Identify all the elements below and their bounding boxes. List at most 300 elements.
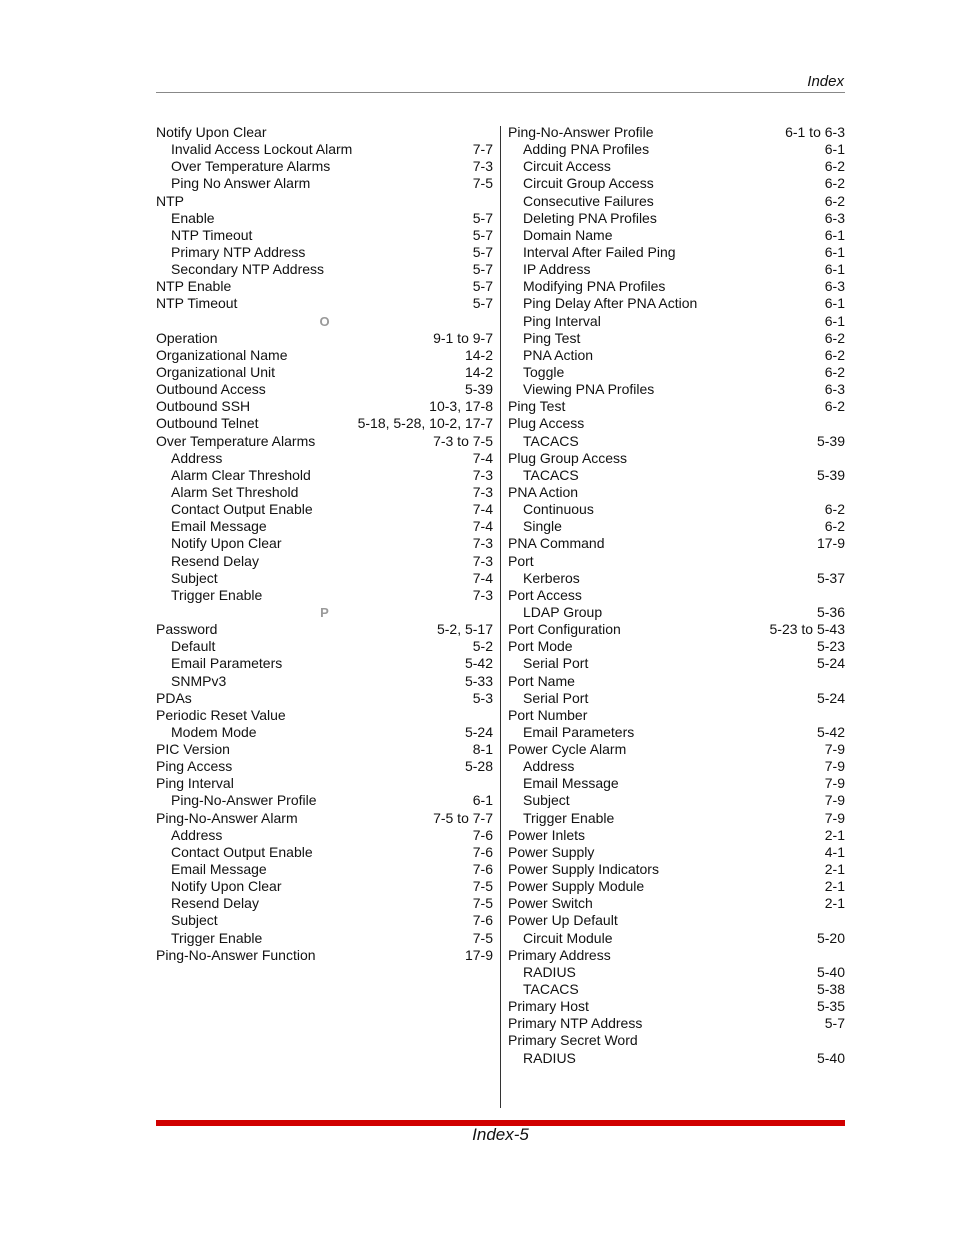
index-subentry [508,758,845,775]
index-term: Single [523,518,562,535]
index-term: Ping Test [508,398,566,415]
index-page-ref: 6-2 [824,175,845,192]
index-subentry [156,450,493,467]
index-page-ref: 6-3 [824,209,845,226]
index-page-ref: 6-2 [824,398,845,415]
index-page-ref: 6-3 [824,381,845,398]
index-entry [508,878,845,895]
index-page-ref: 7-3 [472,466,493,483]
index-entry [156,758,493,775]
index-term: Ping Interval [156,775,234,792]
index-term: Power Supply Indicators [508,861,659,878]
index-term: Notify Upon Clear [156,124,267,140]
index-page-ref: 9-1 to 9-7 [433,329,493,346]
index-page-ref: 7-5 to 7-7 [433,809,493,826]
index-term: Circuit Module [523,929,613,946]
index-page-ref: 6-1 [824,141,845,158]
index-subentry [508,981,845,998]
index-page-ref: 5-7 [472,243,493,260]
index-entry [508,484,845,501]
index-term: Trigger Enable [523,809,615,826]
index-term: Port Name [508,672,575,689]
index-page-ref: 5-7 [824,1015,845,1032]
index-page-ref: 5-40 [816,1049,845,1066]
index-term: Alarm Clear Threshold [171,466,311,483]
index-subentry [156,467,493,484]
index-entry [508,827,845,844]
index-subentry [156,827,493,844]
index-term: Ping Interval [523,312,601,329]
index-page-ref: 7-3 [472,552,493,569]
index-term: Email Parameters [171,655,283,672]
index-page-ref: 7-5 [472,878,493,895]
index-page-ref: 5-7 [472,209,493,226]
index-term: Resend Delay [171,552,259,569]
index-page-ref: 7-4 [472,569,493,586]
index-term: Resend Delay [171,895,259,912]
index-entry [156,295,493,312]
index-entry [508,844,845,861]
index-term: Interval After Failed Ping [523,243,676,260]
index-page-ref: 6-1 to 6-3 [785,124,845,140]
index-page-ref: 7-6 [472,912,493,929]
index-page-ref: 6-1 [472,792,493,809]
index-page-ref: 7-6 [472,826,493,843]
index-subentry [508,964,845,981]
index-page-ref: 2-1 [824,861,845,878]
index-term: Notify Upon Clear [171,878,282,895]
index-term: Kerberos [523,569,580,586]
index-subentry [508,261,845,278]
index-column-left [156,124,493,964]
index-entry [156,193,493,210]
index-term: Subject [171,912,218,929]
index-term: PDAs [156,689,192,706]
index-page-ref: 7-9 [824,758,845,775]
index-page-ref: 5-2, 5-17 [436,621,493,638]
index-subentry [156,655,493,672]
index-entry [508,553,845,570]
index-page-ref: 6-1 [824,243,845,260]
index-subentry [508,690,845,707]
index-term: Address [171,826,223,843]
index-page-ref: 5-39 [464,381,493,398]
index-page-ref: 5-7 [472,278,493,295]
index-term: PIC Version [156,741,230,758]
index-entry [156,278,493,295]
index-term: Primary Host [508,998,589,1015]
index-term: Password [156,621,218,638]
index-term: Trigger Enable [171,929,263,946]
index-term: Primary Secret Word [508,1032,638,1049]
index-page-ref: 2-1 [824,826,845,843]
index-term: Alarm Set Threshold [171,483,299,500]
index-entry [508,895,845,912]
index-page-ref: 2-1 [824,895,845,912]
index-entry [508,124,845,141]
index-subentry [156,175,493,192]
index-term: Plug Group Access [508,449,628,466]
index-page-ref: 2-1 [824,878,845,895]
index-subentry [508,467,845,484]
index-term: Power Inlets [508,826,586,843]
index-subentry [156,244,493,261]
index-page-ref: 7-4 [472,501,493,518]
index-term: Consecutive Failures [523,192,654,209]
index-entry [508,450,845,467]
index-term: Organizational Name [156,346,288,363]
index-subentry [508,347,845,364]
index-page-ref: 5-40 [816,963,845,980]
index-term: LDAP Group [523,603,603,620]
index-subentry [508,655,845,672]
index-entry [156,364,493,381]
index-entry [156,124,493,141]
index-subentry [508,518,845,535]
index-page-ref: 6-2 [824,158,845,175]
index-subentry [156,792,493,809]
index-term: Port [508,552,534,569]
index-page-ref: 7-9 [824,792,845,809]
index-page-ref: 5-24 [816,655,845,672]
index-page-ref: 7-5 [472,175,493,192]
index-entry [156,947,493,964]
index-page-ref: 5-18, 5-28, 10-2, 17-7 [357,415,493,432]
index-page-ref: 10-3, 17-8 [429,398,493,415]
index-term: Serial Port [523,655,589,672]
index-subentry [156,501,493,518]
index-subentry [156,553,493,570]
index-term: PNA Action [523,346,594,363]
index-term: Outbound Telnet [156,415,259,432]
index-page-ref: 5-23 [816,638,845,655]
index-term: Over Temperature Alarms [156,432,316,449]
index-page-ref: 7-6 [472,843,493,860]
index-term: Ping-No-Answer Alarm [156,809,298,826]
index-term: NTP Enable [156,278,232,295]
index-page-ref: 5-37 [816,569,845,586]
index-page-ref: 7-6 [472,861,493,878]
index-term: Address [171,449,223,466]
index-page-ref: 5-36 [816,603,845,620]
index-term: Continuous [523,501,594,518]
index-page-ref: 6-2 [824,192,845,209]
index-entry [156,398,493,415]
index-term: TACACS [523,466,579,483]
index-subentry [156,570,493,587]
index-page-ref: 6-1 [824,312,845,329]
index-entry [508,912,845,929]
index-term: Subject [523,792,570,809]
index-subentry [508,364,845,381]
index-page-ref: 7-9 [824,809,845,826]
index-entry [156,775,493,792]
index-page-ref: 5-2 [472,638,493,655]
page-number: Index-5 [472,1125,529,1144]
index-term: Email Parameters [523,723,635,740]
index-page-ref: 7-3 to 7-5 [433,432,493,449]
index-subentry [508,313,845,330]
index-page-ref: 5-3 [472,689,493,706]
index-term: Secondary NTP Address [171,261,325,278]
index-subentry [156,484,493,501]
index-term: Viewing PNA Profiles [523,381,655,398]
index-term: Ping Test [523,329,581,346]
index-page-ref: 5-24 [816,689,845,706]
index-subentry [508,175,845,192]
index-term: Primary NTP Address [508,1015,643,1032]
index-page-ref: 6-2 [824,329,845,346]
index-subentry [156,518,493,535]
index-term: Circuit Access [523,158,611,175]
index-entry [156,433,493,450]
index-term: Primary Address [508,946,611,963]
index-term: Port Access [508,586,582,603]
index-term: Modifying PNA Profiles [523,278,666,295]
index-term: PNA Command [508,535,605,552]
index-subentry [156,638,493,655]
index-term: IP Address [523,261,591,278]
index-term: Periodic Reset Value [156,706,286,723]
index-term: Serial Port [523,689,589,706]
index-entry [508,621,845,638]
index-term: Ping-No-Answer Function [156,946,316,963]
index-term: RADIUS [523,1049,576,1066]
index-page-ref: 14-2 [464,363,493,380]
index-term: Operation [156,329,218,346]
index-term: Email Message [171,518,267,535]
index-page-ref: 5-7 [472,295,493,312]
index-term: Ping No Answer Alarm [171,175,311,192]
index-entry [508,998,845,1015]
index-term: Port Number [508,706,588,723]
index-term: Circuit Group Access [523,175,654,192]
index-subentry [508,792,845,809]
index-subentry [156,227,493,244]
index-subentry [156,587,493,604]
index-subentry [156,673,493,690]
index-page-ref: 7-9 [824,741,845,758]
index-page-ref: 5-39 [816,466,845,483]
index-entry [508,1015,845,1032]
index-entry [156,741,493,758]
index-subentry [508,210,845,227]
index-subentry [508,141,845,158]
index-page-ref: 7-5 [472,895,493,912]
index-subentry [156,158,493,175]
index-page-ref: 7-3 [472,158,493,175]
index-page-ref: 5-20 [816,929,845,946]
index-subentry [156,724,493,741]
index-page-ref: 5-7 [472,226,493,243]
index-subentry [508,724,845,741]
index-entry [508,861,845,878]
index-term: TACACS [523,981,579,998]
index-term: Plug Access [508,415,585,432]
index-entry [508,398,845,415]
index-page-ref: 6-1 [824,295,845,312]
index-page-ref: 6-1 [824,261,845,278]
index-entry [156,621,493,638]
index-term: Power Up Default [508,912,618,929]
header-rule [156,92,845,93]
index-entry [508,415,845,432]
index-page-ref: 7-7 [472,141,493,158]
index-term: Primary NTP Address [171,243,306,260]
index-term: Toggle [523,363,565,380]
index-entry [156,330,493,347]
index-subentry [156,141,493,158]
index-subentry [508,381,845,398]
index-subentry [508,193,845,210]
index-term: Address [523,758,575,775]
index-subentry [156,861,493,878]
index-term: Ping-No-Answer Profile [508,124,654,140]
index-term: Power Supply Module [508,878,645,895]
index-page-ref: 6-1 [824,226,845,243]
index-page-ref: 6-2 [824,363,845,380]
index-subentry [156,535,493,552]
index-term: Power Cycle Alarm [508,741,627,758]
index-entry [156,347,493,364]
index-page-ref: 17-9 [816,535,845,552]
index-subentry [508,1050,845,1067]
index-entry [508,741,845,758]
index-column-right [508,124,845,1067]
index-entry [156,690,493,707]
index-page-ref: 5-35 [816,998,845,1015]
index-page-ref: 5-7 [472,261,493,278]
index-page-ref: 6-2 [824,346,845,363]
index-term: Contact Output Enable [171,843,313,860]
index-subentry [156,261,493,278]
index-subentry [508,930,845,947]
index-entry [508,947,845,964]
index-term: Port Mode [508,638,573,655]
index-term: Adding PNA Profiles [523,141,650,158]
index-subentry [156,878,493,895]
index-entry [156,381,493,398]
index-term: Notify Upon Clear [171,535,282,552]
index-term: Domain Name [523,226,613,243]
index-page-ref: 5-38 [816,981,845,998]
index-entry [508,587,845,604]
index-page-ref: 6-3 [824,278,845,295]
index-subentry [508,433,845,450]
index-page-ref: 7-3 [472,586,493,603]
section-letter-text: O [319,313,330,329]
index-entry [156,707,493,724]
index-page-ref: 6-2 [824,518,845,535]
index-term: Contact Output Enable [171,501,313,518]
index-page-ref: 5-39 [816,432,845,449]
index-page-ref: 7-5 [472,929,493,946]
index-term: Trigger Enable [171,586,263,603]
index-term: Invalid Access Lockout Alarm [171,141,353,158]
index-term: Default [171,638,216,655]
index-page-ref: 5-28 [464,758,493,775]
index-term: Modem Mode [171,723,257,740]
index-term: SNMPv3 [171,672,227,689]
index-entry [508,707,845,724]
index-term: Ping Access [156,758,233,775]
index-term: Ping Delay After PNA Action [523,295,698,312]
index-term: Ping-No-Answer Profile [171,792,317,809]
index-page-ref: 5-42 [464,655,493,672]
index-term: RADIUS [523,963,576,980]
section-letter [156,604,493,621]
index-term: Port Configuration [508,621,621,638]
index-term: Outbound SSH [156,398,251,415]
index-page-ref: 7-3 [472,535,493,552]
index-subentry [508,330,845,347]
index-term: TACACS [523,432,579,449]
index-subentry [508,227,845,244]
index-subentry [508,158,845,175]
index-entry [508,1032,845,1049]
index-term: PNA Action [508,483,579,500]
index-page-ref: 8-1 [472,741,493,758]
index-term: NTP Timeout [156,295,238,312]
index-term: Enable [171,209,215,226]
index-subentry [508,810,845,827]
index-page-ref: 5-42 [816,723,845,740]
index-term: Power Switch [508,895,593,912]
index-page-ref: 7-9 [824,775,845,792]
index-subentry [508,604,845,621]
index-entry [508,535,845,552]
index-page-ref: 7-4 [472,518,493,535]
index-subentry [156,210,493,227]
index-term: Deleting PNA Profiles [523,209,657,226]
index-subentry [508,775,845,792]
index-term: Power Supply [508,843,595,860]
index-term: Organizational Unit [156,363,276,380]
index-page-ref: 5-23 to 5-43 [769,621,845,638]
index-term: Subject [171,569,218,586]
index-subentry [156,844,493,861]
index-page-ref: 17-9 [464,946,493,963]
header-title: Index [807,73,844,90]
index-subentry [508,570,845,587]
index-subentry [508,295,845,312]
index-term: NTP [156,192,184,209]
index-page-ref: 6-2 [824,501,845,518]
column-divider [500,126,501,1108]
index-subentry [508,278,845,295]
index-entry [508,638,845,655]
index-term: Outbound Access [156,381,266,398]
index-entry [508,673,845,690]
section-letter [156,313,493,330]
index-term: NTP Timeout [171,226,253,243]
index-subentry [508,501,845,518]
index-subentry [156,895,493,912]
index-page-ref: 5-24 [464,723,493,740]
index-page-ref: 14-2 [464,346,493,363]
index-subentry [156,930,493,947]
index-page-ref: 4-1 [824,843,845,860]
index-term: Email Message [171,861,267,878]
index-page-ref: 5-33 [464,672,493,689]
index-page-ref: 7-4 [472,449,493,466]
index-term: Email Message [523,775,619,792]
index-entry [156,810,493,827]
index-entry [156,415,493,432]
index-term: Over Temperature Alarms [171,158,331,175]
section-letter-text: P [320,604,329,620]
index-subentry [156,912,493,929]
